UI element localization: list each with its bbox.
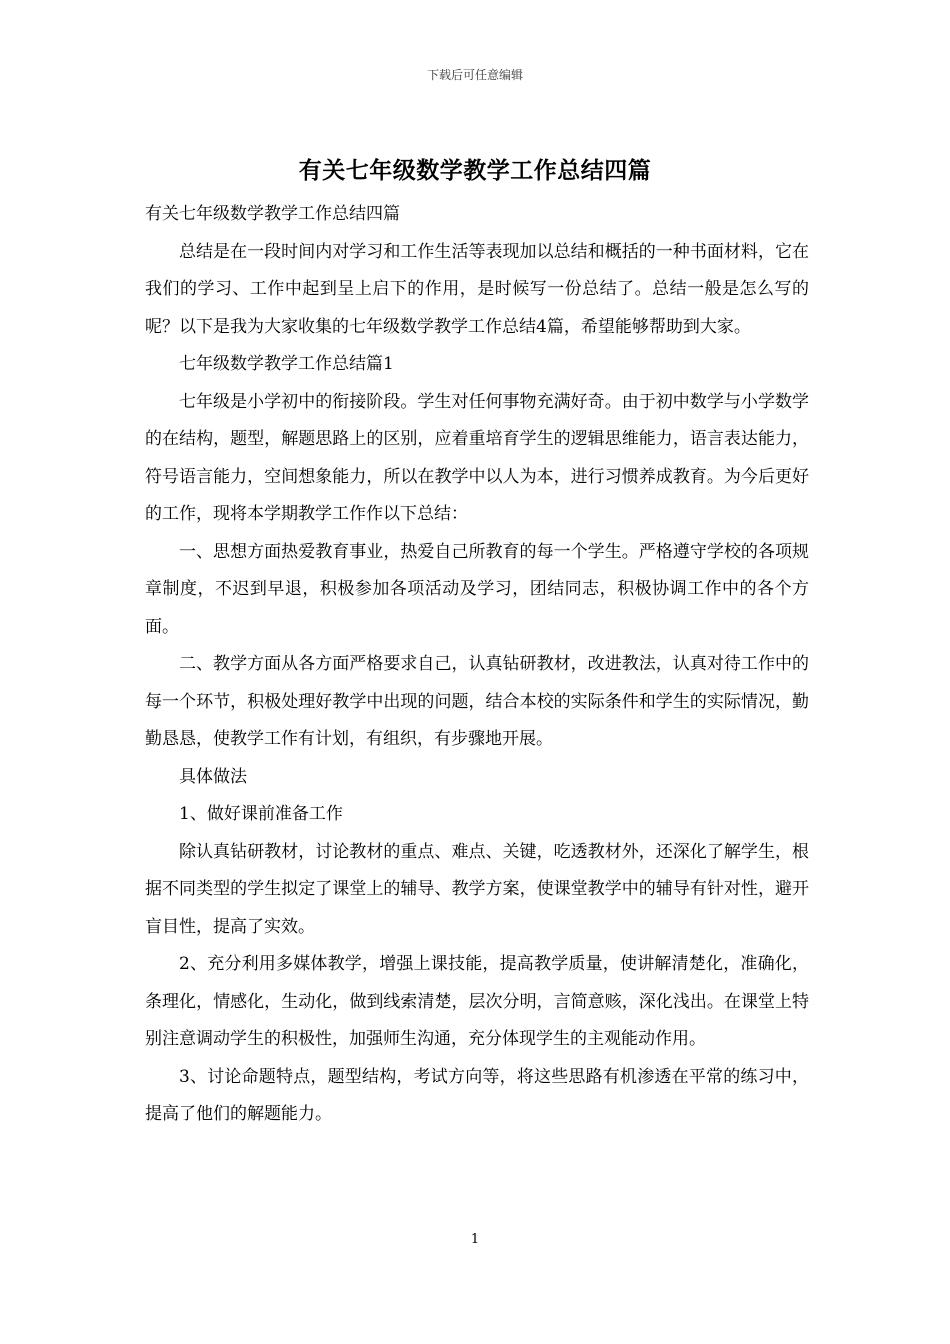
subheading: 具体做法 <box>179 766 247 787</box>
header-note: 下载后可任意编辑 <box>426 68 523 82</box>
intro-paragraph: 总结是在一段时间内对学习和工作生活等表现加以总结和概括的一种书面材料，它在我们的学习、工作中起到呈上启下的作用，是时候写一份总结了。总结一般是怎么写的呢？以下是我为大家收集的七年级数学教学工作总结4篇，希望能够帮助到大家。 <box>145 241 809 337</box>
body-paragraph: 一、思想方面热爱教育事业，热爱自己所教育的每一个学生。严格遵守学校的各项规章制度，不迟到早退，积极参加各项活动及学习，团结同志，积极协调工作中的各个方面。 <box>145 541 809 637</box>
section-heading: 七年级数学教学工作总结篇1 <box>179 354 394 374</box>
body-paragraph: 二、教学方面从各方面严格要求自己，认真钻研教材，改进教法，认真对待工作中的每一个环节，积极处理好教学中出现的问题，结合本校的实际条件和学生的实际情况，勤勤恳恳，使教学工作有计划，有组织，有步骤地开展。 <box>145 654 809 749</box>
list-heading: 1、做好课前准备工作 <box>179 804 343 824</box>
body-paragraph: 除认真钻研教材，讨论教材的重点、难点、关键，吃透教材外，还深化了解学生，根据不同类型的学生拟定了课堂上的辅导、教学方案，使课堂教学中的辅导有针对性，避开盲目性，提高了实效。 <box>145 841 809 937</box>
body-paragraph: 3、讨论命题特点，题型结构，考试方向等，将这些思路有机渗透在平常的练习中，提高了他们的解题能力。 <box>145 1066 809 1124</box>
document-body <box>145 196 809 1134</box>
body-paragraph: 2、充分利用多媒体教学，增强上课技能，提高教学质量，使讲解清楚化，准确化，条理化，情感化，生动化，做到线索清楚，层次分明，言简意赅，深化浅出。在课堂上特别注意调动学生的积极性，加强师生沟通，充分体现学生的主观能动作用。 <box>145 954 809 1049</box>
body-paragraph: 七年级是小学初中的衔接阶段。学生对任何事物充满好奇。由于初中数学与小学数学的在结构，题型，解题思路上的区别，应着重培育学生的逻辑思维能力，语言表达能力，符号语言能力，空间想象能力，所以在教学中以人为本，进行习惯养成教育。为今后更好的工作，现将本学期教学工作作以下总结： <box>145 391 809 524</box>
document-title: 有关七年级数学教学工作总结四篇 <box>298 157 652 184</box>
page-number: 1 <box>470 1232 480 1247</box>
subtitle-paragraph: 有关七年级数学教学工作总结四篇 <box>145 204 400 224</box>
